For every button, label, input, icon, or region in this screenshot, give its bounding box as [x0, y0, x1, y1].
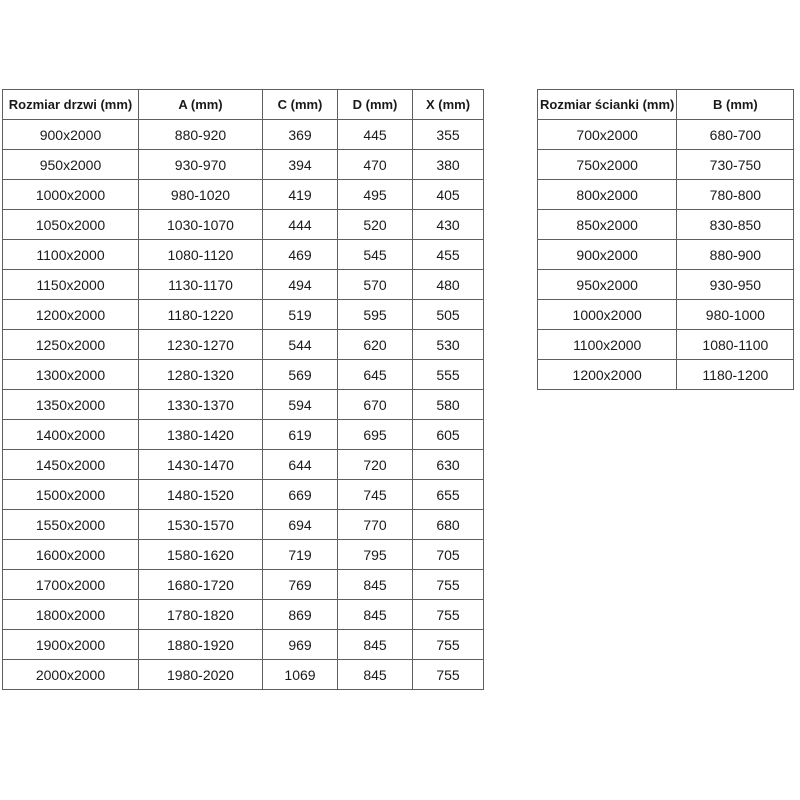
table-cell: 555: [413, 360, 484, 390]
table-cell: 950x2000: [538, 270, 677, 300]
table-cell: 880-920: [139, 120, 263, 150]
table-cell: 1100x2000: [3, 240, 139, 270]
table-cell: 755: [413, 570, 484, 600]
table-cell: 1550x2000: [3, 510, 139, 540]
table-cell: 969: [263, 630, 338, 660]
table-cell: 1380-1420: [139, 420, 263, 450]
wall-size-table: [537, 89, 794, 390]
table-cell: 769: [263, 570, 338, 600]
table-cell: 850x2000: [538, 210, 677, 240]
table-header-row: [538, 90, 794, 120]
table-cell: 1230-1270: [139, 330, 263, 360]
table-cell: 470: [338, 150, 413, 180]
table-cell: 755: [413, 630, 484, 660]
table-cell: 930-970: [139, 150, 263, 180]
table-cell: 444: [263, 210, 338, 240]
table-cell: 1250x2000: [3, 330, 139, 360]
table-row: [538, 330, 794, 360]
table-cell: 445: [338, 120, 413, 150]
table-cell: 594: [263, 390, 338, 420]
table-cell: 780-800: [677, 180, 794, 210]
table-cell: 680: [413, 510, 484, 540]
table-cell: 795: [338, 540, 413, 570]
table-row: [3, 180, 484, 210]
table-cell: 755: [413, 600, 484, 630]
table-row: [3, 120, 484, 150]
table-row: [3, 420, 484, 450]
table-cell: 655: [413, 480, 484, 510]
table-row: [3, 210, 484, 240]
table-cell: 394: [263, 150, 338, 180]
table-cell: 580: [413, 390, 484, 420]
table-cell: 1800x2000: [3, 600, 139, 630]
table-cell: 520: [338, 210, 413, 240]
table-cell: 1000x2000: [538, 300, 677, 330]
table-cell: 1500x2000: [3, 480, 139, 510]
column-header: Rozmiar drzwi (mm): [3, 90, 139, 120]
table-cell: 2000x2000: [3, 660, 139, 690]
table-row: [538, 210, 794, 240]
table-row: [3, 660, 484, 690]
table-row: [538, 270, 794, 300]
table-cell: 1580-1620: [139, 540, 263, 570]
table-cell: 900x2000: [3, 120, 139, 150]
table-header-row: [3, 90, 484, 120]
table-cell: 830-850: [677, 210, 794, 240]
table-cell: 770: [338, 510, 413, 540]
table-cell: 1200x2000: [3, 300, 139, 330]
table-cell: 720: [338, 450, 413, 480]
table-cell: 545: [338, 240, 413, 270]
table-cell: 745: [338, 480, 413, 510]
table-row: [3, 360, 484, 390]
table-row: [538, 120, 794, 150]
table-cell: 369: [263, 120, 338, 150]
table-cell: 700x2000: [538, 120, 677, 150]
table-cell: 900x2000: [538, 240, 677, 270]
table-cell: 1069: [263, 660, 338, 690]
table-cell: 930-950: [677, 270, 794, 300]
table-cell: 1680-1720: [139, 570, 263, 600]
table-cell: 1480-1520: [139, 480, 263, 510]
table-cell: 670: [338, 390, 413, 420]
table-row: [3, 570, 484, 600]
table-cell: 570: [338, 270, 413, 300]
table-cell: 869: [263, 600, 338, 630]
table-cell: 980-1020: [139, 180, 263, 210]
table-cell: 1080-1100: [677, 330, 794, 360]
column-header: D (mm): [338, 90, 413, 120]
table-row: [538, 180, 794, 210]
table-cell: 1050x2000: [3, 210, 139, 240]
table-cell: 980-1000: [677, 300, 794, 330]
table-cell: 495: [338, 180, 413, 210]
table-cell: 1430-1470: [139, 450, 263, 480]
table-cell: 1900x2000: [3, 630, 139, 660]
table-cell: 605: [413, 420, 484, 450]
table-cell: 705: [413, 540, 484, 570]
table-cell: 355: [413, 120, 484, 150]
table-cell: 630: [413, 450, 484, 480]
table-cell: 880-900: [677, 240, 794, 270]
table-row: [3, 240, 484, 270]
table-cell: 1530-1570: [139, 510, 263, 540]
table-cell: 1450x2000: [3, 450, 139, 480]
table-cell: 680-700: [677, 120, 794, 150]
table-cell: 1180-1220: [139, 300, 263, 330]
table-cell: 530: [413, 330, 484, 360]
table-cell: 1130-1170: [139, 270, 263, 300]
table-cell: 455: [413, 240, 484, 270]
table-row: [3, 630, 484, 660]
table-cell: 644: [263, 450, 338, 480]
column-header: C (mm): [263, 90, 338, 120]
table-row: [538, 360, 794, 390]
table-cell: 845: [338, 630, 413, 660]
table-cell: 695: [338, 420, 413, 450]
table-row: [3, 510, 484, 540]
table-cell: 1180-1200: [677, 360, 794, 390]
table-cell: 595: [338, 300, 413, 330]
table-cell: 1100x2000: [538, 330, 677, 360]
table-row: [538, 150, 794, 180]
table-cell: 1700x2000: [3, 570, 139, 600]
table-cell: 1880-1920: [139, 630, 263, 660]
table-cell: 730-750: [677, 150, 794, 180]
table-cell: 1000x2000: [3, 180, 139, 210]
table-cell: 405: [413, 180, 484, 210]
table-cell: 380: [413, 150, 484, 180]
table-cell: 1150x2000: [3, 270, 139, 300]
door-size-table: [2, 89, 484, 690]
table-row: [3, 150, 484, 180]
table-cell: 755: [413, 660, 484, 690]
table-row: [3, 480, 484, 510]
table-row: [3, 450, 484, 480]
table-cell: 1080-1120: [139, 240, 263, 270]
table-cell: 845: [338, 660, 413, 690]
table-cell: 494: [263, 270, 338, 300]
table-cell: 544: [263, 330, 338, 360]
table-row: [3, 390, 484, 420]
column-header: B (mm): [677, 90, 794, 120]
table-cell: 1400x2000: [3, 420, 139, 450]
table-cell: 430: [413, 210, 484, 240]
table-row: [3, 330, 484, 360]
table-cell: 1350x2000: [3, 390, 139, 420]
table-row: [538, 240, 794, 270]
table-cell: 950x2000: [3, 150, 139, 180]
table-cell: 845: [338, 570, 413, 600]
table-cell: 519: [263, 300, 338, 330]
table-cell: 1280-1320: [139, 360, 263, 390]
table-cell: 1600x2000: [3, 540, 139, 570]
table-cell: 480: [413, 270, 484, 300]
table-cell: 1200x2000: [538, 360, 677, 390]
table-cell: 719: [263, 540, 338, 570]
table-cell: 845: [338, 600, 413, 630]
table-cell: 694: [263, 510, 338, 540]
table-row: [3, 270, 484, 300]
table-cell: 669: [263, 480, 338, 510]
table-cell: 620: [338, 330, 413, 360]
table-cell: 800x2000: [538, 180, 677, 210]
table-row: [538, 300, 794, 330]
table-cell: 569: [263, 360, 338, 390]
column-header: Rozmiar ścianki (mm): [538, 90, 677, 120]
table-cell: 469: [263, 240, 338, 270]
table-cell: 1330-1370: [139, 390, 263, 420]
table-cell: 1030-1070: [139, 210, 263, 240]
table-cell: 1780-1820: [139, 600, 263, 630]
table-row: [3, 600, 484, 630]
table-cell: 505: [413, 300, 484, 330]
table-cell: 645: [338, 360, 413, 390]
table-cell: 1300x2000: [3, 360, 139, 390]
table-cell: 750x2000: [538, 150, 677, 180]
table-row: [3, 300, 484, 330]
column-header: A (mm): [139, 90, 263, 120]
column-header: X (mm): [413, 90, 484, 120]
table-row: [3, 540, 484, 570]
table-cell: 419: [263, 180, 338, 210]
table-cell: 1980-2020: [139, 660, 263, 690]
table-cell: 619: [263, 420, 338, 450]
